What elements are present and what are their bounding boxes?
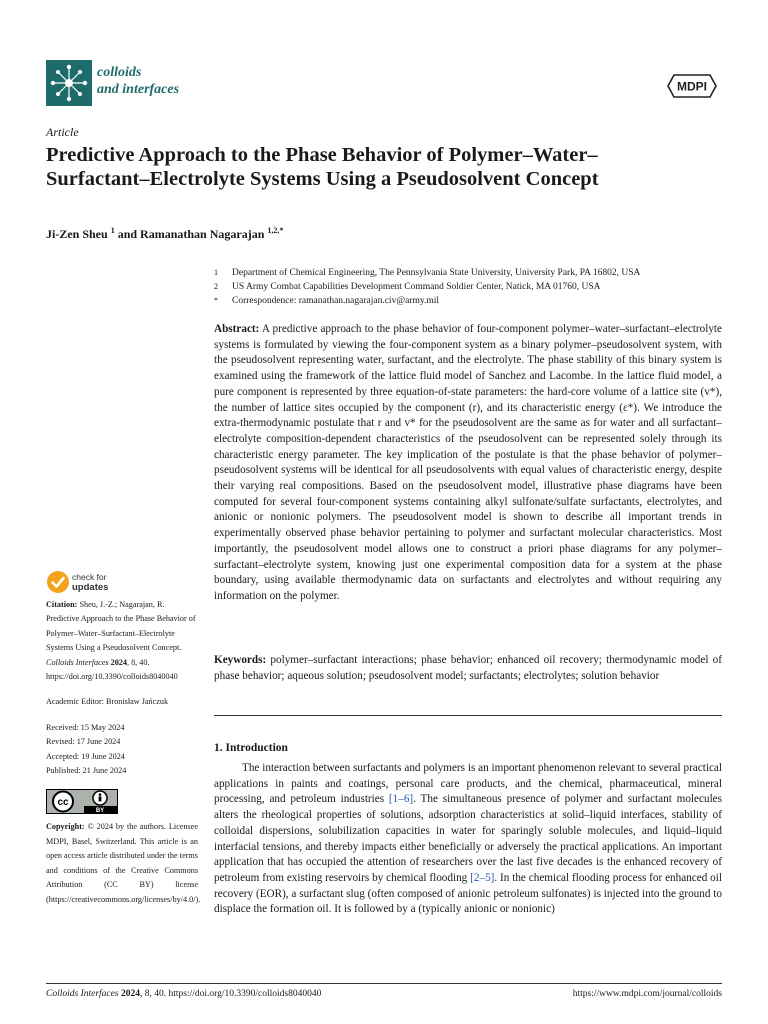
footer-journal: Colloids Interfaces (46, 989, 119, 999)
authors-conjunction: and (117, 227, 138, 241)
affiliation-text: US Army Combat Capabilities Development Command Soldier Center, Natick, MA 01760, USA (232, 282, 601, 292)
section-heading: 1. Introduction (214, 742, 288, 754)
affiliation-mark: 1 (214, 268, 218, 277)
affiliation-row (214, 280, 724, 294)
citation-journal: Colloids Interfaces (46, 657, 109, 667)
citation-block (46, 598, 198, 684)
citation-year: 2024 (110, 657, 127, 667)
date-list (46, 721, 198, 779)
affiliations (214, 266, 724, 308)
footer-rule (46, 983, 722, 984)
intro-text: . In the chemical flooding process for enhanced oil recovery (EOR), a surfactant slug (often composed of anionic petroleum sulfonates) is injected into the ground to displace the formation oil. It is followed by a (typically anionic or nonionic) (214, 871, 722, 916)
date-accepted: Accepted: 19 June 2024 (46, 751, 125, 761)
author-name: Ramanathan Nagarajan (140, 227, 265, 241)
section-divider (214, 715, 722, 716)
cc-by-license-icon[interactable] (46, 789, 118, 814)
check-for-updates-badge[interactable] (46, 570, 126, 594)
footer-citation (46, 989, 321, 999)
journal-name (97, 64, 257, 98)
keywords (214, 653, 722, 684)
abstract-text: A predictive approach to the phase behavior of four-component polymer–water–surfactant–electrolyte systems is formulated by viewing the four-component system as a binary polymer–pseudosolvent system, with the pseudosolvent representing water, surfactant, and the electrolyte. The phase stability of this binary system is examined using the framework of the lattice fluid model of Sanchez and Lacombe. In the lattice fluid model, a pure component is represented by three equation-of-state parameters: the hard-core volume of a lattice site (v*), the number of lattice sites occupied by the component (r), and its characteristic energy (ε*). We introduce the extra-thermodynamic postulate that r and v* for the pseudosolvent are the same as for water and all surfactant–electrolyte composition-dependent characteristics of the pseudosolvent can be represented solely through its characteristic energy parameter. The key implication of the postulate is that the phase behavior of polymer–pseudosolvent systems will be identical for all pseudosolvents with equal values of characteristic energy, despite their varying real compositions. Based on the pseudosolvent model, illustrative phase diagrams have been computed for several four-component systems containing alkyl sulfonate/sulfate surfactants, electrolytes, and anionic or nonionic polymers. The pseudosolvent model is shown to describe all important trends in experimentally observed phase behavior pertaining to polymer and surfactant molecular characteristics. Most importantly, the pseudosolvent model allows one to construct a priori phase diagrams for any polymer–surfactant–electrolyte system, knowing just one experimental composition data for a system at the phase boundary, using available thermodynamic data on surfactants and electrolytes and without requiring any information on the polymer. (214, 323, 722, 602)
copyright-label: Copyright: (46, 822, 85, 832)
footer-doi-link[interactable]: , 8, 40. https://doi.org/10.3390/colloids8040040 (139, 989, 322, 999)
journal-logo-icon (46, 60, 92, 106)
article-info-sidebar (46, 598, 201, 918)
citation-authors: Sheu, J.-Z.; Nagarajan, R. Predictive Approach to the Phase Behavior of Polymer–Water–Surfactant–Electrolyte Systems Using a Pseudosolvent Concept. (46, 600, 196, 653)
updates-icon (47, 571, 69, 593)
citation-link[interactable]: [1–6] (388, 793, 414, 806)
academic-editor: Academic Editor: Bronisław Jańczuk (46, 697, 169, 707)
author-affiliation-mark: 1 (110, 226, 115, 235)
abstract (214, 322, 722, 605)
keywords-label: Keywords: (214, 654, 267, 666)
intro-paragraph (214, 761, 722, 918)
date-published: Published: 21 June 2024 (46, 766, 127, 776)
author-list (46, 226, 283, 242)
journal-name-line1: colloids (97, 65, 142, 80)
affiliation-row (214, 294, 724, 308)
license-cc-text: cc (57, 797, 69, 809)
article-type: Article (46, 125, 79, 139)
article-title: Predictive Approach to the Phase Behavior of Polymer–Water–Surfactant–Electrolyte Systems Using a Pseudosolvent Concept (46, 144, 599, 190)
footer-year: 2024 (120, 989, 140, 999)
intro-text: The interaction between surfactants and polymers is an important phenomenon relevant to several practical applications in paints and coatings, personal care products, and the chemical, pharmaceutical, mineral processing, and petroleum industries (214, 762, 722, 806)
publisher-logo-text: MDPI (677, 79, 707, 94)
abstract-label: Abstract: (214, 323, 260, 335)
author-name: Ji-Zen Sheu (46, 227, 108, 241)
updates-line2: updates (72, 582, 109, 593)
updates-line1: check for (72, 572, 107, 582)
publisher-logo (666, 73, 718, 99)
keywords-text: polymer–surfactant interactions; phase behavior; enhanced oil recovery; thermodynamic model of phase behavior; aqueous solution; pseudosolvent model; surfactants; electrolytes; solution behavior (214, 654, 722, 682)
author-affiliation-mark: 1,2,* (267, 226, 284, 235)
license-by-text: BY (95, 808, 105, 815)
correspondence-email[interactable]: Correspondence: ramanathan.nagarajan.civ@army.mil (232, 296, 440, 306)
intro-text: . The simultaneous presence of polymer and surfactant molecules alters the rheological properties of solutions, adsorption characteristics at solid–liquid interfaces, stability of colloidal dispersions, solubilization capacities in water for sparingly soluble molecules, and liquid–liquid interfacial tensions, and thereby impacts either beneficially or adversely the practical applications. An important application that has occupied the attention of researchers over the last five decades is the enhanced recovery of petroleum from existing reservoirs by chemical flooding (214, 793, 722, 884)
affiliation-mark: 2 (214, 282, 218, 291)
citation-link[interactable]: [2–5] (470, 871, 495, 884)
date-revised: Revised: 17 June 2024 (46, 737, 121, 747)
copyright-text: © 2024 by the authors. Licensee MDPI, Basel, Switzerland. This article is an open access article distributed under the terms and conditions of the Creative Commons Attribution (CC BY) license (https://creativecommons.org/licenses/by/4.0/). (46, 822, 201, 904)
citation-doi[interactable]: , 8, 40. https://doi.org/10.3390/colloids8040040 (46, 657, 178, 682)
affiliation-mark: * (214, 296, 218, 305)
affiliation-text: Department of Chemical Engineering, The Pennsylvania State University, University Park, PA 16802, USA (232, 268, 641, 278)
footer-journal-url[interactable]: https://www.mdpi.com/journal/colloids (572, 989, 722, 999)
journal-name-line2: and interfaces (97, 82, 180, 97)
copyright-block (46, 820, 201, 906)
citation-label: Citation: (46, 600, 78, 609)
affiliation-row (214, 266, 724, 280)
date-received: Received: 15 May 2024 (46, 722, 125, 732)
